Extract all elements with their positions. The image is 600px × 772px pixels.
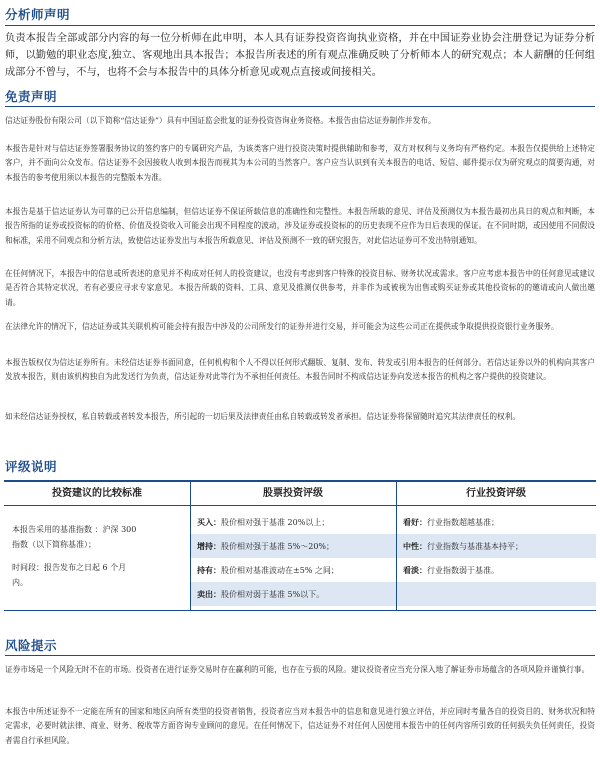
benchmark-description <box>12 522 187 590</box>
stock-rating-buy-label: 买入： <box>197 517 221 527</box>
analyst-heading-rule <box>5 25 595 26</box>
industry-rating-neutral-desc: 行业指数与基准基本持平； <box>427 542 523 551</box>
stock-rating-overweight-label: 增持： <box>197 541 221 551</box>
stock-rating-hold-label: 持有： <box>197 565 221 575</box>
risk-heading-rule <box>5 655 595 656</box>
benchmark-line-4: 时间段：报告发布之日起 6 个月 <box>12 563 127 572</box>
industry-rating-positive-desc: 行业指数超越基准； <box>427 518 499 527</box>
stock-rating-hold <box>191 558 396 582</box>
stock-rating-sell-desc: 股价相对弱于基准 5%以下。 <box>221 590 325 599</box>
rating-heading: 评级说明 <box>5 459 58 474</box>
industry-rating-empty-row <box>397 582 596 606</box>
disclaimer-paragraph-3: 本报告是基于信达证券认为可靠的已公开信息编制，但信达证券不保证所载信息的准确性和完整性。本报告所载的意见、评估及预测仅为本报告最初出具日的观点和判断，本报告所指的证券或投资标的的价格、价值及投资收入可能会出现不同程度的波动，涉及证券或投资标的的历史表现不应作为日后表现的保证。在不同时期，或因使用不同假设和标准，采用不同观点和分析方法，致使信达证券发出与本报告所载意见、评估及预测不一致的研究报告，对此信达证券可不发出特别通知。 <box>5 207 595 245</box>
benchmark-line-gap <box>12 552 187 560</box>
disclaimer-heading: 免责声明 <box>5 89 58 104</box>
disclaimer-paragraph-5: 在法律允许的情况下，信达证券或其关联机构可能会持有报告中涉及的公司所发行的证券并进行交易，并可能会为这些公司正在提供或争取提供投资银行业务服务。 <box>5 322 559 331</box>
industry-rating-positive-label: 看好： <box>403 517 427 527</box>
industry-rating-negative <box>397 558 596 582</box>
rating-header-benchmark: 投资建议的比较标准 <box>52 488 142 499</box>
benchmark-line-1: 本报告采用的基准指数 ：沪深 300 <box>12 525 137 534</box>
disclaimer-paragraph-6: 本报告版权仅为信达证券所有。未经信达证券书面同意，任何机构和个人不得以任何形式翻版、复制、发布、转发或引用本报告的任何部分。若信达证券以外的机构向其客户发放本报告，则由该机构独自为此发送行为负责，信达证券对此等行为不承担任何责任。本报告同时不构成信达证券向发送本报告的机构之客户提供的投资建议。 <box>5 358 595 382</box>
disclaimer-heading-rule <box>5 106 595 107</box>
stock-rating-buy <box>191 510 396 534</box>
industry-rating-neutral-label: 中性： <box>403 541 427 551</box>
risk-paragraph-1: 证券市场是一个风险无时不在的市场。投资者在进行证券交易时存在赢利的可能，也存在亏损的风险。建议投资者应当充分深入地了解证券市场蕴含的各项风险并谨慎行事。 <box>5 665 590 674</box>
industry-rating-negative-desc: 行业指数弱于基准。 <box>427 566 499 575</box>
stock-rating-sell-label: 卖出： <box>197 589 221 599</box>
rating-header-industry: 行业投资评级 <box>466 488 526 499</box>
industry-rating-negative-label: 看淡： <box>403 565 427 575</box>
disclaimer-paragraph-7: 如未经信达证券授权，私自转载或者转发本报告，所引起的一切后果及法律责任由私自转载或转发者承担。信达证券将保留随时追究其法律责任的权利。 <box>5 412 521 421</box>
stock-rating-overweight <box>191 534 396 558</box>
benchmark-line-2: 指数（以下简称基准）； <box>12 540 96 549</box>
industry-rating-positive <box>397 510 596 534</box>
stock-rating-hold-desc: 股价相对基准波动在±5% 之间； <box>221 566 339 575</box>
industry-rating-neutral <box>397 534 596 558</box>
disclaimer-paragraph-2: 本报告是针对与信达证券签署服务协议的签约客户的专属研究产品，为该类客户进行投资决策时提供辅助和参考，双方对权利与义务均有严格约定。本报告仅提供给上述特定客户，并不面向公众发布。信达证券不会因接收人收到本报告而视其为本公司的当然客户。客户应当认识到有关本报告的电话、短信、邮件提示仅为研究观点的简要沟通，对本报告的参考使用须以本报告的完整版本为准。 <box>5 144 595 182</box>
analyst-statement-text: 负责本报告全部或部分内容的每一位分析师在此申明，本人具有证券投资咨询执业资格，并在中国证券业协会注册登记为证券分析师，以勤勉的职业态度,独立、客观地出具本报告；本报告所表述的所有观点准确反映了分析师本人的研究观点；本人薪酬的任何组成部分不曾与，不与，也将不会与本报告中的具体分析意见或观点直接或间接相关。 <box>5 33 595 78</box>
disclaimer-paragraph-4: 在任何情况下，本报告中的信息或所表述的意见并不构成对任何人的投资建议，也没有考虑到客户特殊的投资目标、财务状况或需求。客户应考虑本报告中的任何意见或建议是否符合其特定状况，若有必要应寻求专家意见。本报告所载的资料、工具、意见及推测仅供参考，并非作为或被视为出售或购买证券或其他投资标的的邀请或向人做出邀请。 <box>5 269 595 307</box>
stock-rating-buy-desc: 股价相对强于基准 20%以上； <box>221 518 330 527</box>
analyst-statement-heading: 分析师声明 <box>5 7 71 22</box>
risk-paragraph-2: 本报告中所述证券不一定能在所有的国家和地区向所有类型的投资者销售，投资者应当对本报告中的信息和意见进行独立评估，并应同时考量各自的投资目的、财务状况和特定需求，必要时就法律、商业、财务、税收等方面咨询专业顾问的意见。在任何情况下，信达证券不对任何人因使用本报告中的任何内容所引致的任何损失负任何责任，投资者需自行承担风险。 <box>5 707 595 745</box>
rating-header-rule <box>4 505 596 506</box>
stock-rating-overweight-desc: 股价相对强于基准 5%～20%； <box>221 542 335 551</box>
rating-table <box>4 480 596 611</box>
stock-rating-sell <box>191 582 396 606</box>
benchmark-line-5: 内。 <box>12 578 28 587</box>
risk-heading: 风险提示 <box>5 638 58 653</box>
disclaimer-paragraph-1: 信达证券股份有限公司（以下简称“信达证券”）具有中国证监会批复的证券投资咨询业务资格。本报告由信达证券制作并发布。 <box>5 116 436 125</box>
rating-header-stock: 股票投资评级 <box>263 488 323 499</box>
